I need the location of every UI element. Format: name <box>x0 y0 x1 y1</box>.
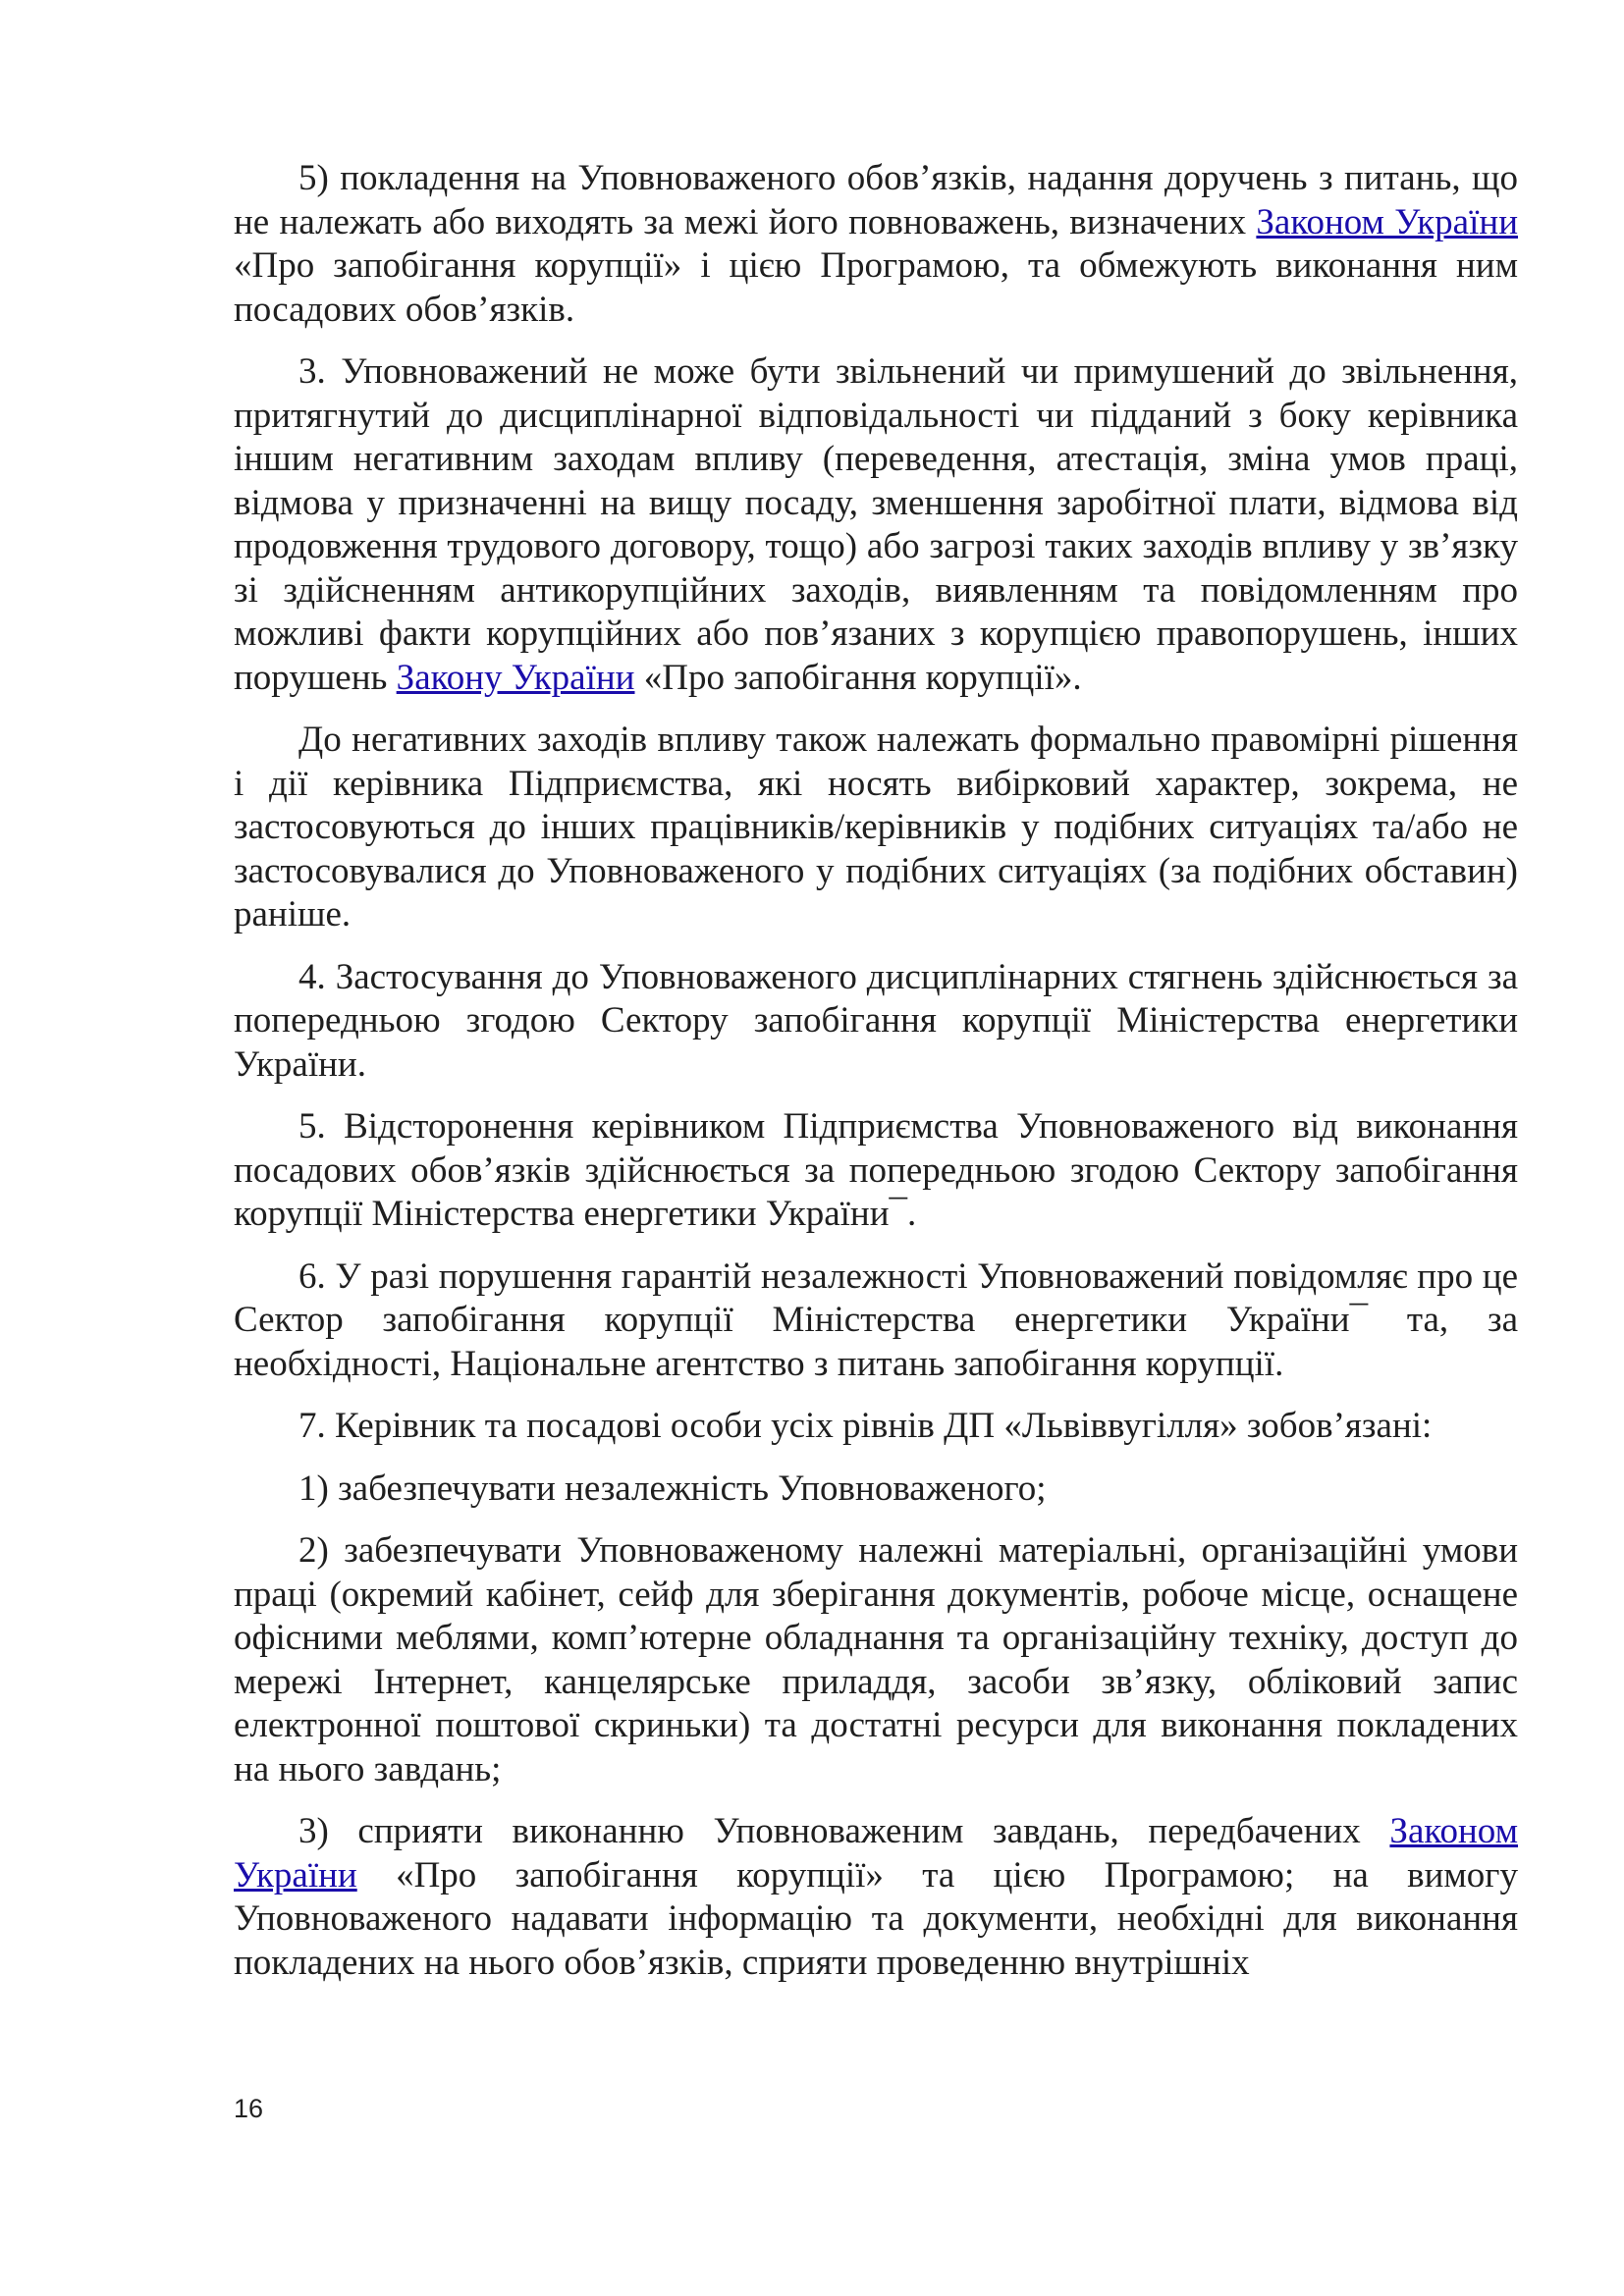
law-link[interactable]: Закону України <box>396 657 635 698</box>
page-number: 16 <box>234 2094 264 2123</box>
paragraph-clause-3 <box>234 350 1518 700</box>
paragraph-text: «Про запобігання корупції». <box>634 657 1082 698</box>
paragraph-item-3 <box>234 1810 1518 1985</box>
paragraph-item-2: 2) забезпечувати Уповноваженому належні матеріальні, організаційні умови праці (окремий кабінет, сейф для зберігання документів, робоче місце, оснащене офісними меблями, комп’ютерне обладнання та організаційну техніку, доступ до мережі Інтернет, канцелярське приладдя, засоби зв’язку, обліковий запис електронної поштової скриньки) та достатні ресурси для виконання покладених на нього завдань; <box>234 1530 1518 1789</box>
law-link[interactable]: Законом України <box>234 1811 1518 1896</box>
paragraph-clause-7: 7. Керівник та посадові особи усіх рівнів ДП «Львіввугілля» зобов’язані: <box>298 1406 1433 1446</box>
paragraph-text: «Про запобігання корупції» і цією Програмою, та обмежують виконання ним посадових обов’язків. <box>234 245 1518 330</box>
paragraph-text: 5) покладення на Уповноваженого обов’язків, надання доручень з питань, що не належать або виходять за межі його повноважень, визначених <box>234 158 1518 242</box>
paragraph-clause-6: 6. У разі порушення гарантій незалежності Уповноважений повідомляє про це Сектор запобігання корупції Міністерства енергетики України¯ та, за необхідності, Національне агентство з питань запобігання корупції. <box>234 1255 1518 1384</box>
paragraph-text: «Про запобігання корупції» та цією Програмою; на вимогу Уповноваженого надавати інформацію та документи, необхідні для виконання покладених на нього обов’язків, сприяти проведенню внутрішніх <box>234 1854 1518 1983</box>
paragraph-text: 3. Уповноважений не може бути звільнений чи примушений до звільнення, притягнутий до дисциплінарної відповідальності чи підданий з боку керівника іншим негативним заходам впливу (переведення, атестація, зміна умов праці, відмова у призначенні на вищу посаду, зменшення заробітної плати, відмова від продовження трудового договору, тощо) або загрозі таких заходів впливу у зв’язку зі здійсненням антикорупційних заходів, виявленням та повідомленням про можливі факти корупційних або пов’язаних з корупцією правопорушень, інших порушень <box>234 351 1518 698</box>
paragraph-negative-measures: До негативних заходів впливу також належать формально правомірні рішення і дії керівника Підприємства, які носять вибірковий характер, зокрема, не застосовуються до інших працівників/керівників у подібних ситуаціях та/або не застосовувалися до Уповноваженого у подібних ситуаціях (за подібних обставин) раніше. <box>234 720 1518 934</box>
paragraph-text: 3) сприяти виконанню Уповноваженим завдань, передбачених <box>298 1811 1390 1851</box>
paragraph-item-1: 1) забезпечувати незалежність Уповноваженого; <box>298 1468 1047 1509</box>
law-link[interactable]: Законом України <box>1256 201 1518 242</box>
paragraph-clause-5: 5. Відсторонення керівником Підприємства Уповноваженого від виконання посадових обов’язків здійснюється за попередньою згодою Сектору запобігання корупції Міністерства енергетики України¯. <box>234 1106 1518 1234</box>
document-body <box>234 157 1518 2003</box>
paragraph-item-5 <box>234 157 1518 332</box>
paragraph-clause-4: 4. Застосування до Уповноваженого дисциплінарних стягнень здійснюється за попередньою згодою Сектору запобігання корупції Міністерства енергетики України. <box>234 956 1518 1085</box>
